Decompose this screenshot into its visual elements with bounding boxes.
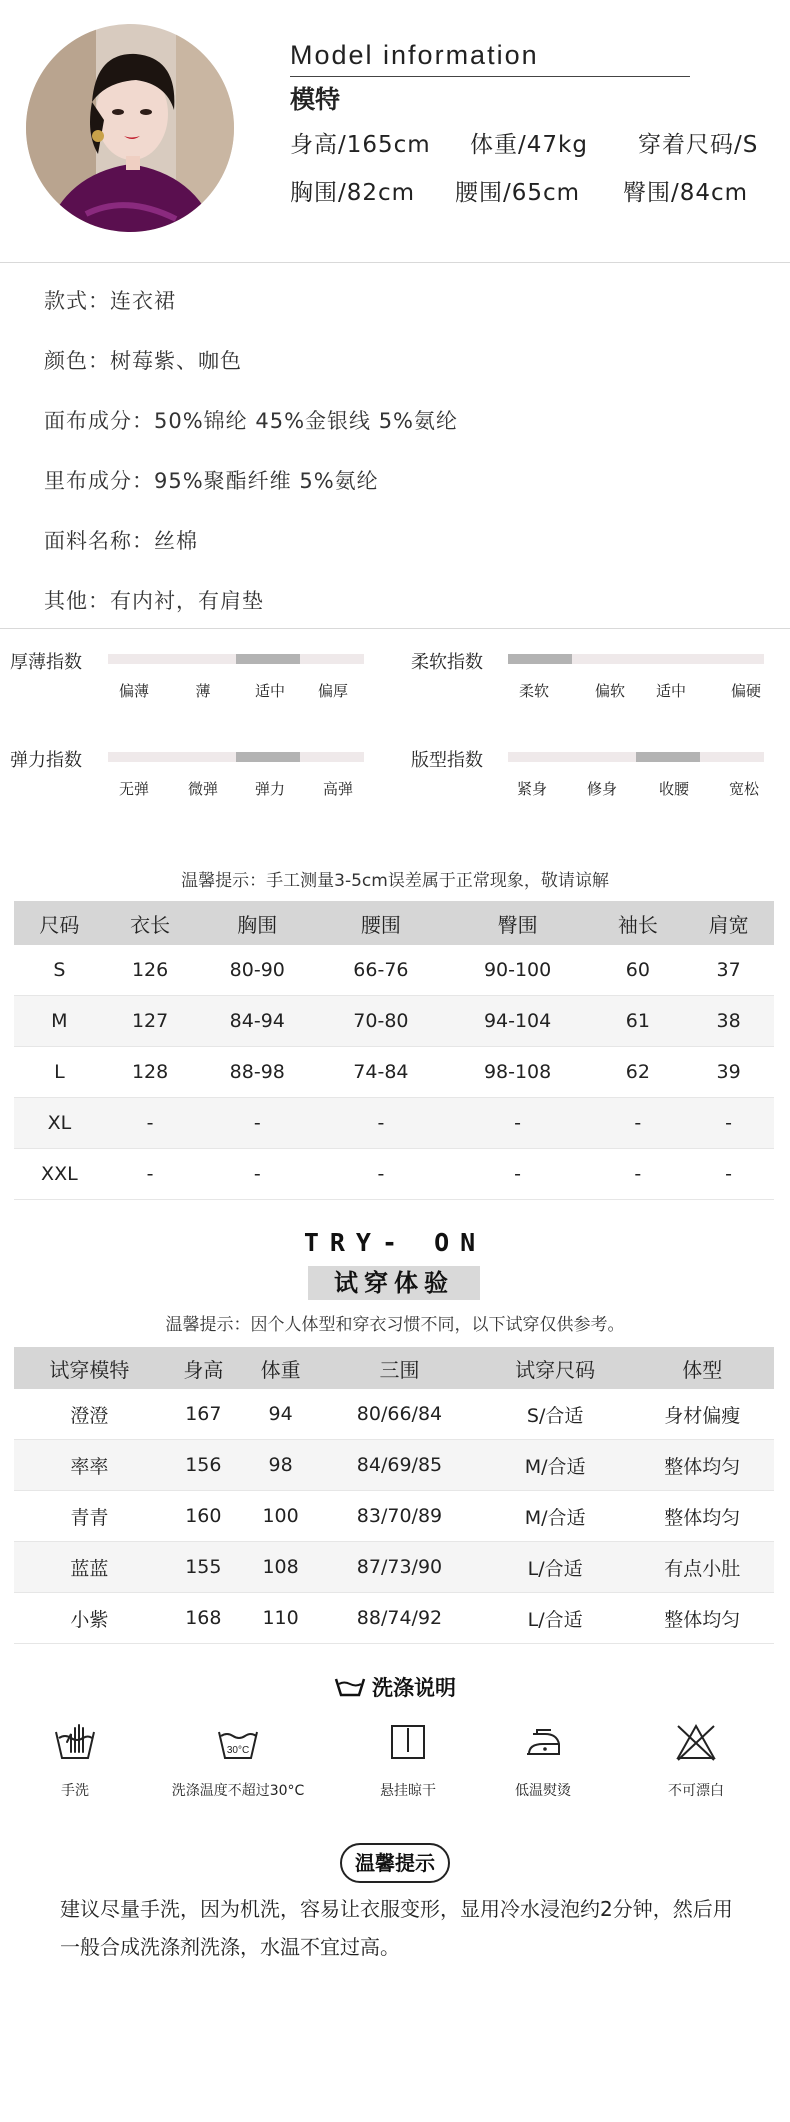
table-cell: 小紫 [14,1593,165,1644]
table-row [14,1440,774,1491]
table-cell: S [14,945,105,996]
model-bust: 胸围/82cm [290,180,416,206]
thickness-option: 偏薄 [118,682,149,700]
model-avatar [26,24,234,232]
try-on-col-header: 体重 [242,1347,319,1389]
wash-label: 不可漂白 [668,1783,724,1799]
table-cell: 66-76 [319,945,443,996]
table-cell: 39 [683,1047,774,1098]
try-on-col-header: 体型 [631,1347,774,1389]
size-table-tip: 温馨提示：手工测量3-5cm误差属于正常现象，敬请谅解 [181,871,609,891]
softness-option: 偏软 [594,682,625,700]
size-col-header: 胸围 [195,901,319,945]
thickness-index-fill [236,654,300,664]
model-photo [26,24,234,232]
table-cell: XL [14,1098,105,1149]
elasticity-index-fill [236,752,300,762]
attr-lining: 里布成分：95%聚酯纤维 5%氨纶 [44,469,379,493]
table-cell: 110 [242,1593,319,1644]
table-cell: 94 [242,1389,319,1440]
size-col-header: 衣长 [105,901,196,945]
model-weight: 体重/47kg [470,132,588,158]
wash-item-iron [468,1722,618,1800]
softness-option: 偏硬 [730,682,761,700]
table-cell: L/合适 [480,1542,631,1593]
softness-index-bar [508,654,764,664]
fit-option: 收腰 [658,780,689,798]
wash-temp-text: 30°C [226,1745,250,1756]
hand-wash-icon [53,1722,97,1762]
notice-title: 温馨提示 [340,1843,450,1883]
size-col-header: 臀围 [443,901,593,945]
table-cell: 整体均匀 [631,1491,774,1542]
table-cell: - [319,1098,443,1149]
table-cell: - [195,1149,319,1200]
table-cell: 身材偏瘦 [631,1389,774,1440]
notice-text: 建议尽量手洗，因为机洗，容易让衣服变形，显用冷水浸泡约2分钟，然后用一般合成洗涤剂洗涤，水温不宜过高。 [60,1897,733,1959]
try-on-col-header: 三围 [319,1347,480,1389]
attr-fabric: 面布成分：50%锦纶 45%金银线 5%氨纶 [44,409,459,433]
table-cell: 88/74/92 [319,1593,480,1644]
table-cell: - [592,1098,683,1149]
size-col-header: 袖长 [592,901,683,945]
table-cell: 160 [165,1491,242,1542]
fit-option: 修身 [586,780,617,798]
table-cell: 62 [592,1047,683,1098]
table-cell: M [14,996,105,1047]
low-iron-icon [521,1722,565,1762]
try-on-table [14,1347,774,1644]
washing-title-row [0,1672,790,1702]
thickness-option: 薄 [195,682,211,700]
wash-label: 低温熨烫 [515,1783,571,1799]
table-cell: 98-108 [443,1047,593,1098]
fit-index-label: 版型指数 [411,750,483,771]
table-cell: 有点小肚 [631,1542,774,1593]
table-row [14,1542,774,1593]
table-cell: 80-90 [195,945,319,996]
try-on-col-header: 试穿尺码 [480,1347,631,1389]
fit-option: 紧身 [516,780,547,798]
try-on-col-header: 试穿模特 [14,1347,165,1389]
table-cell: 87/73/90 [319,1542,480,1593]
table-cell: - [683,1149,774,1200]
try-on-title: TRY- ON [303,1228,487,1257]
thickness-index-bar [108,654,364,664]
table-cell: 青青 [14,1491,165,1542]
table-cell: 98 [242,1440,319,1491]
wash-item-30 [163,1722,313,1800]
elasticity-option: 高弹 [322,780,353,798]
size-col-header: 肩宽 [683,901,774,945]
fit-index-bar [508,752,764,762]
table-cell: - [105,1149,196,1200]
size-col-header: 腰围 [319,901,443,945]
table-cell: 156 [165,1440,242,1491]
softness-option: 适中 [655,682,686,700]
table-cell: 38 [683,996,774,1047]
table-cell: XXL [14,1149,105,1200]
table-cell: - [319,1149,443,1200]
table-cell: 84/69/85 [319,1440,480,1491]
size-table-header [14,901,774,945]
attr-other: 其他：有内衬，有肩垫 [44,589,264,613]
section-divider [0,262,790,263]
table-cell: 88-98 [195,1047,319,1098]
table-cell: 澄澄 [14,1389,165,1440]
table-cell: 168 [165,1593,242,1644]
elasticity-option: 弹力 [254,780,285,798]
table-cell: L/合适 [480,1593,631,1644]
table-cell: 155 [165,1542,242,1593]
table-cell: 127 [105,996,196,1047]
attr-material-name: 面料名称：丝棉 [44,529,198,553]
elasticity-option: 微弹 [187,780,218,798]
table-cell: M/合适 [480,1440,631,1491]
table-cell: 94-104 [443,996,593,1047]
table-row [14,945,774,996]
model-size: 穿着尺码/S [638,132,759,158]
table-cell: - [683,1098,774,1149]
table-row [14,1098,774,1149]
table-row [14,1593,774,1644]
model-info-subtitle: 模特 [290,85,341,114]
table-cell: 60 [592,945,683,996]
table-cell: 整体均匀 [631,1440,774,1491]
table-cell: 37 [683,945,774,996]
size-table [14,901,774,1200]
table-cell: 128 [105,1047,196,1098]
table-cell: 83/70/89 [319,1491,480,1542]
table-row [14,1149,774,1200]
size-col-header: 尺码 [14,901,105,945]
fit-index-fill [636,752,700,762]
table-cell: 126 [105,945,196,996]
model-title-divider [290,76,690,77]
model-waist: 腰围/65cm [455,180,581,206]
wash-item-bleach [621,1722,771,1800]
wash-label: 悬挂晾干 [380,1783,436,1799]
table-cell: 蓝蓝 [14,1542,165,1593]
table-cell: - [443,1098,593,1149]
attr-style: 款式：连衣裙 [44,289,176,313]
model-hip: 臀围/84cm [623,180,749,206]
table-cell: - [443,1149,593,1200]
wash-item-hand [0,1722,150,1800]
softness-option: 柔软 [518,682,549,700]
softness-index-fill [508,654,572,664]
table-cell: 84-94 [195,996,319,1047]
model-info-title: Model information [290,40,539,70]
table-cell: 74-84 [319,1047,443,1098]
washing-title: 洗涤说明 [372,1676,456,1700]
table-cell: 80/66/84 [319,1389,480,1440]
table-cell: 90-100 [443,945,593,996]
model-height: 身高/165cm [290,132,431,158]
wash-label: 手洗 [61,1783,89,1799]
fit-option: 宽松 [728,780,759,798]
try-on-col-header: 身高 [165,1347,242,1389]
try-on-table-header [14,1347,774,1389]
table-cell: M/合适 [480,1491,631,1542]
table-cell: - [195,1098,319,1149]
table-row [14,996,774,1047]
thickness-option: 适中 [254,682,285,700]
thickness-index-label: 厚薄指数 [10,652,82,673]
wash-item-hang [333,1722,483,1800]
table-row [14,1491,774,1542]
wash-label: 洗涤温度不超过30°C [171,1783,305,1799]
table-cell: 100 [242,1491,319,1542]
wash-30-icon [216,1722,260,1762]
try-on-tip: 温馨提示：因个人体型和穿衣习惯不同，以下试穿仅供参考。 [165,1315,625,1335]
table-row [14,1047,774,1098]
try-on-subtitle: 试穿体验 [308,1266,480,1300]
table-cell: - [105,1098,196,1149]
table-cell: 61 [592,996,683,1047]
thickness-option: 偏厚 [317,682,348,700]
wash-basin-icon [334,1676,366,1698]
table-cell: 108 [242,1542,319,1593]
hang-dry-icon [388,1722,428,1762]
table-cell: 167 [165,1389,242,1440]
section-divider [0,628,790,629]
table-cell: 整体均匀 [631,1593,774,1644]
table-cell: L [14,1047,105,1098]
table-cell: S/合适 [480,1389,631,1440]
table-cell: 70-80 [319,996,443,1047]
table-row [14,1389,774,1440]
attr-color: 颜色：树莓紫、咖色 [44,349,242,373]
elasticity-index-label: 弹力指数 [10,750,82,771]
softness-index-label: 柔软指数 [411,652,483,673]
table-cell: 率率 [14,1440,165,1491]
elasticity-index-bar [108,752,364,762]
table-cell: - [592,1149,683,1200]
elasticity-option: 无弹 [118,780,149,798]
no-bleach-icon [674,1722,718,1762]
